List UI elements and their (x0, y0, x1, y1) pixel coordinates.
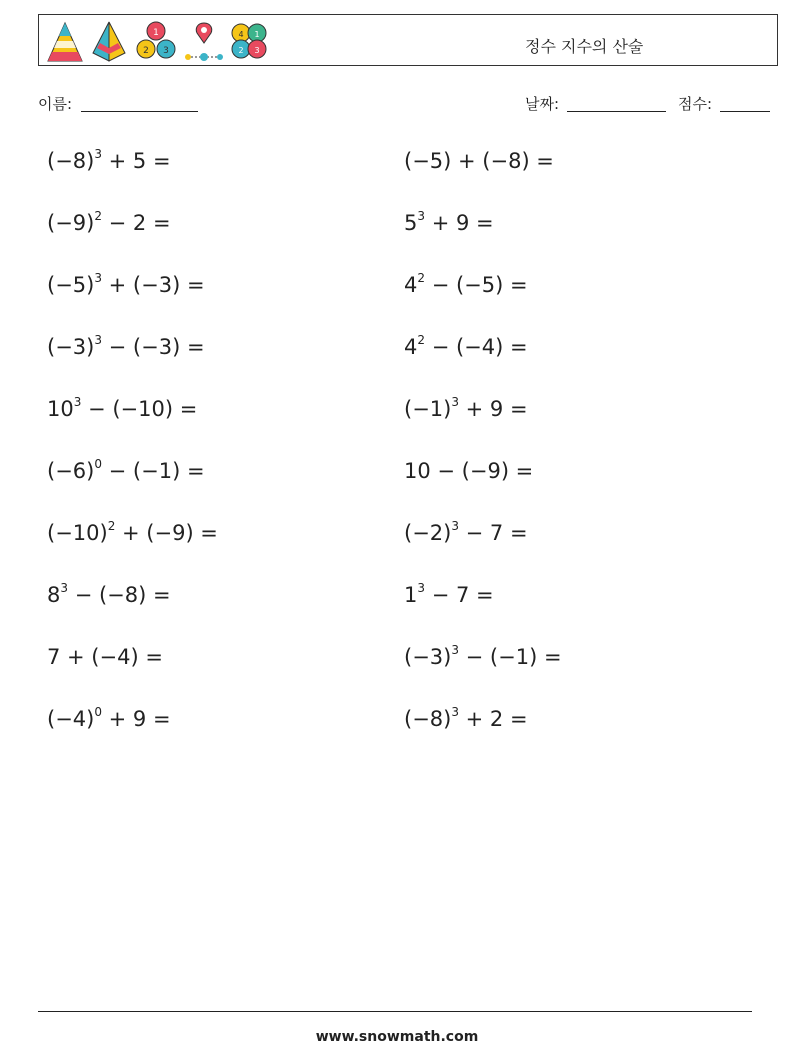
problem-exponent: 2 (94, 209, 102, 223)
problem-exponent: 3 (451, 643, 459, 657)
problem-left-7 (47, 521, 218, 545)
problem-exponent: 3 (417, 209, 426, 223)
problem-exponent: 2 (417, 333, 426, 347)
problem-left-3 (47, 273, 205, 297)
problem-base: (−8) (47, 149, 95, 173)
problem-rest: + 2 = (458, 707, 528, 731)
map-pin-path-icon (183, 19, 225, 63)
worksheet-title: 정수 지수의 산술 (525, 37, 644, 56)
problem-base: (−1) (404, 397, 452, 421)
date-field[interactable] (567, 111, 666, 112)
problem-exponent: 3 (451, 705, 459, 719)
problem-base: (−6) (47, 459, 95, 483)
problem-exponent: 3 (60, 581, 69, 595)
svg-text:1: 1 (153, 28, 159, 38)
worksheet-header (38, 14, 778, 66)
score-label: 점수: (678, 95, 713, 113)
problem-right-10 (404, 707, 528, 731)
problem-rest: + (−3) = (101, 273, 205, 297)
svg-text:2: 2 (143, 46, 149, 56)
problem-right-8 (404, 583, 494, 607)
problem-rest: − (−10) = (81, 397, 198, 421)
problem-rest: + 5 = (101, 149, 171, 173)
problem-base: 4 (404, 273, 418, 297)
problem-exponent: 3 (451, 395, 459, 409)
problem-rest: + (−9) = (115, 521, 218, 545)
problem-base: 1 (404, 583, 418, 607)
svg-text:4: 4 (238, 30, 244, 39)
problem-base: (−5) + (−8) = (404, 149, 554, 173)
problem-rest: − (−8) = (68, 583, 171, 607)
problem-left-5 (47, 397, 197, 421)
problem-base: (−2) (404, 521, 452, 545)
problem-rest: − 7 = (425, 583, 494, 607)
svg-text:3: 3 (254, 46, 260, 55)
problem-exponent: 0 (94, 457, 102, 471)
problem-rest: + 9 = (101, 707, 171, 731)
problem-rest: − (−1) = (101, 459, 205, 483)
problem-base: 10 − (−9) = (404, 459, 534, 483)
pyramid-icon (45, 19, 85, 63)
footer-url: www.snowmath.com (315, 1029, 479, 1045)
problem-rest: − (−5) = (425, 273, 528, 297)
problem-base: (−5) (47, 273, 95, 297)
problem-base: 7 + (−4) = (47, 645, 163, 669)
problem-rest: + 9 = (425, 211, 494, 235)
problem-rest: − 2 = (101, 211, 171, 235)
problem-rest: − 7 = (458, 521, 528, 545)
date-label: 날짜: (525, 95, 560, 113)
score-field[interactable] (720, 111, 770, 112)
problem-exponent: 3 (451, 519, 459, 533)
problem-right-9 (404, 645, 562, 669)
problem-exponent: 3 (417, 581, 426, 595)
footer-divider (38, 1011, 752, 1012)
logo-strip (45, 19, 265, 63)
problem-left-4 (47, 335, 205, 359)
problem-exponent: 3 (94, 271, 102, 285)
problem-right-3 (404, 273, 528, 297)
number-bubbles-icon (133, 19, 179, 63)
problem-left-10 (47, 707, 171, 731)
name-label: 이름: (38, 95, 73, 113)
problem-base: 5 (404, 211, 418, 235)
problem-rest: + 9 = (458, 397, 528, 421)
problem-right-2 (404, 211, 494, 235)
problem-base: (−3) (404, 645, 452, 669)
problem-rest: − (−4) = (425, 335, 528, 359)
problem-right-4 (404, 335, 528, 359)
svg-text:1: 1 (254, 30, 260, 39)
problem-left-1 (47, 149, 171, 173)
problem-base: (−9) (47, 211, 95, 235)
problem-base: (−3) (47, 335, 95, 359)
problem-base: 8 (47, 583, 61, 607)
problem-base: 10 (47, 397, 74, 421)
problem-right-5 (404, 397, 528, 421)
problem-exponent: 3 (94, 147, 102, 161)
problem-exponent: 3 (73, 395, 82, 409)
problem-rest: − (−3) = (101, 335, 205, 359)
problem-base: (−4) (47, 707, 95, 731)
problem-exponent: 2 (107, 519, 116, 533)
number-clover-icon (227, 19, 271, 63)
problem-right-1 (404, 149, 554, 173)
problem-right-6 (404, 459, 533, 483)
problem-exponent: 2 (417, 271, 426, 285)
svg-text:3: 3 (163, 46, 169, 56)
problem-right-7 (404, 521, 528, 545)
problem-base: (−10) (47, 521, 108, 545)
pyramid-3d-icon (89, 19, 129, 63)
svg-text:2: 2 (238, 46, 244, 55)
problem-left-2 (47, 211, 171, 235)
problem-left-6 (47, 459, 205, 483)
problem-exponent: 0 (94, 705, 102, 719)
problem-exponent: 3 (94, 333, 102, 347)
problem-rest: − (−1) = (458, 645, 562, 669)
problem-base: 4 (404, 335, 418, 359)
problem-left-8 (47, 583, 171, 607)
problem-left-9 (47, 645, 163, 669)
name-field[interactable] (81, 111, 198, 112)
problem-base: (−8) (404, 707, 452, 731)
